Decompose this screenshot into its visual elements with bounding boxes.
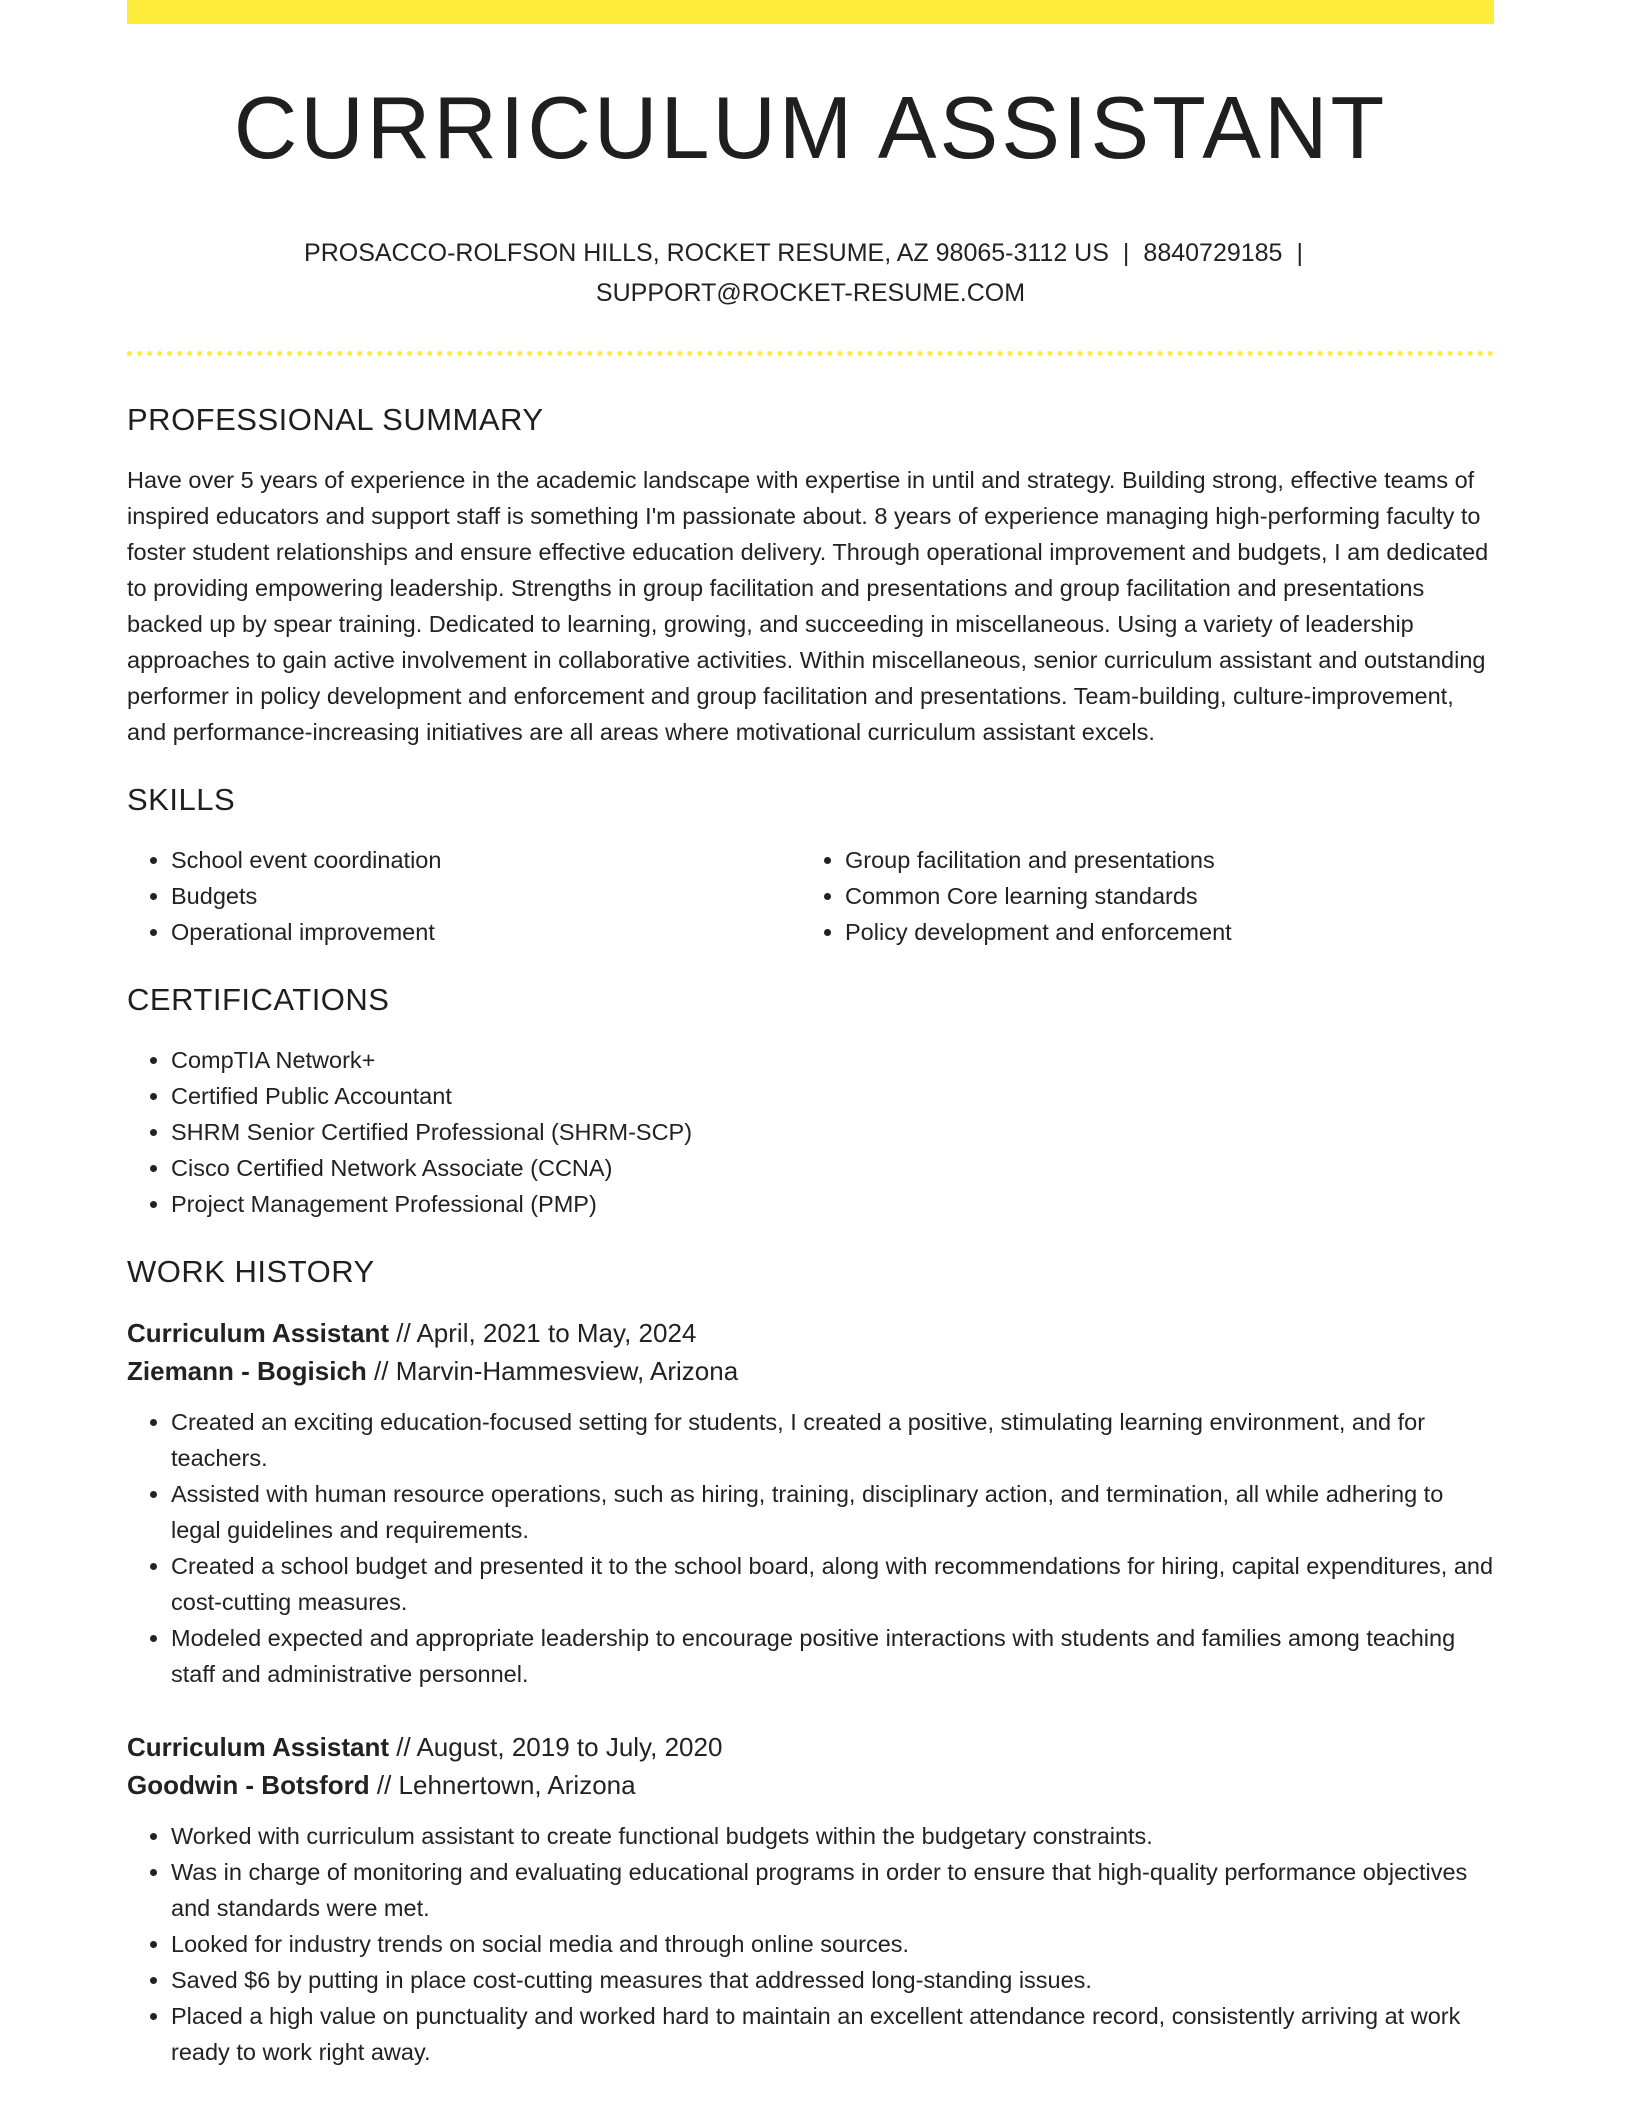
skills-heading: SKILLS bbox=[127, 781, 236, 817]
job-company-line bbox=[127, 1352, 1494, 1390]
work-history-section bbox=[127, 1252, 1494, 2070]
job-bullets bbox=[127, 1404, 1494, 1692]
contact-email[interactable]: SUPPORT@ROCKET-RESUME.COM bbox=[595, 278, 1026, 307]
job-company: Ziemann - Bogisich bbox=[127, 1355, 367, 1386]
job-title-line bbox=[127, 1728, 1494, 1766]
contact-separator: | bbox=[1122, 238, 1130, 267]
job-location: // Lehnertown, Arizona bbox=[376, 1769, 636, 1800]
job-bullet: • Created a school budget and presented it to the school board, along with recommendations for hiring, capital expenditures, and cost-cutting measures. bbox=[171, 1548, 1494, 1620]
certification-item: • SHRM Senior Certified Professional (SHRM-SCP) bbox=[171, 1114, 1494, 1150]
summary-heading: PROFESSIONAL SUMMARY bbox=[127, 401, 544, 437]
skills-columns bbox=[127, 820, 1494, 950]
job-bullet: • Modeled expected and appropriate leadership to encourage positive interactions with students and families among teaching staff and administrative personnel. bbox=[171, 1620, 1494, 1692]
job-title-line bbox=[127, 1314, 1494, 1352]
job-bullets bbox=[127, 1818, 1494, 2070]
resume-name: CURRICULUM ASSISTANT bbox=[233, 78, 1388, 177]
certification-item: • CompTIA Network+ bbox=[171, 1042, 1494, 1078]
job-dates: // April, 2021 to May, 2024 bbox=[396, 1317, 697, 1348]
skills-section bbox=[127, 780, 1494, 950]
certifications-heading: CERTIFICATIONS bbox=[127, 981, 390, 1017]
job-company-line bbox=[127, 1766, 1494, 1804]
certification-item: • Certified Public Accountant bbox=[171, 1078, 1494, 1114]
resume-content bbox=[127, 24, 1494, 2070]
job-bullet: • Looked for industry trends on social media and through online sources. bbox=[171, 1926, 1494, 1962]
job-bullet: • Was in charge of monitoring and evaluating educational programs in order to ensure that high-quality performance objectives and standards were met. bbox=[171, 1854, 1494, 1926]
skill-item: • Common Core learning standards bbox=[845, 878, 1475, 914]
contact-line-1 bbox=[127, 233, 1494, 273]
job-title: Curriculum Assistant bbox=[127, 1731, 389, 1762]
job-bullet: • Placed a high value on punctuality and worked hard to maintain an excellent attendance record, consistently arriving at work ready to work right away. bbox=[171, 1998, 1494, 2070]
summary-text: Have over 5 years of experience in the academic landscape with expertise in until and strategy. Building strong, effective teams of inspired educators and support staff is something I'm passionate about. 8 years of experience managing high-performing faculty to foster student relationships and ensure effective education delivery. Through operational improvement and budgets, I am dedicated to providing empowering leadership. Strengths in group facilitation and presentations and group facilitation and presentations backed up by spear training. Dedicated to learning, growing, and succeeding in miscellaneous. Using a variety of leadership approaches to gain active involvement in collaborative activities. Within miscellaneous, senior curriculum assistant and outstanding performer in policy development and enforcement and group facilitation and presentations. Team-building, culture-improvement, and performance-increasing initiatives are all areas where motivational curriculum assistant excels. bbox=[127, 466, 1489, 745]
job-entry bbox=[127, 1728, 1494, 2070]
certifications-list bbox=[127, 1042, 1494, 1222]
skill-item: • School event coordination bbox=[171, 842, 801, 878]
job-location: // Marvin-Hammesview, Arizona bbox=[374, 1355, 739, 1386]
job-bullet: • Assisted with human resource operations, such as hiring, training, disciplinary action, and termination, all while adhering to legal guidelines and requirements. bbox=[171, 1476, 1494, 1548]
job-company: Goodwin - Botsford bbox=[127, 1769, 370, 1800]
contact-line-2 bbox=[127, 273, 1494, 313]
job-entry bbox=[127, 1314, 1494, 1692]
skill-item: • Budgets bbox=[171, 878, 801, 914]
skill-item: • Group facilitation and presentations bbox=[845, 842, 1475, 878]
summary-section bbox=[127, 400, 1494, 750]
job-title: Curriculum Assistant bbox=[127, 1317, 389, 1348]
contact-separator: | bbox=[1296, 238, 1303, 267]
job-bullet: • Worked with curriculum assistant to create functional budgets within the budgetary constraints. bbox=[171, 1818, 1494, 1854]
accent-top-bar bbox=[127, 0, 1494, 24]
skills-list-right bbox=[801, 842, 1475, 950]
work-history-heading: WORK HISTORY bbox=[127, 1253, 375, 1289]
contact-info bbox=[127, 233, 1494, 313]
skill-item: • Policy development and enforcement bbox=[845, 914, 1475, 950]
job-bullet: • Saved $6 by putting in place cost-cutting measures that addressed long-standing issues. bbox=[171, 1962, 1494, 1998]
certifications-section bbox=[127, 980, 1494, 1222]
dotted-divider bbox=[127, 351, 1494, 356]
contact-address: PROSACCO-ROLFSON HILLS, ROCKET RESUME, AZ 98065-3112 US bbox=[304, 238, 1109, 267]
job-dates: // August, 2019 to July, 2020 bbox=[396, 1731, 723, 1762]
job-bullet: • Created an exciting education-focused setting for students, I created a positive, stimulating learning environment, and for teachers. bbox=[171, 1404, 1494, 1476]
skills-list-left bbox=[127, 842, 801, 950]
skill-item: • Operational improvement bbox=[171, 914, 801, 950]
contact-phone[interactable]: 8840729185 bbox=[1143, 238, 1283, 267]
certification-item: • Project Management Professional (PMP) bbox=[171, 1186, 1494, 1222]
certification-item: • Cisco Certified Network Associate (CCNA) bbox=[171, 1150, 1494, 1186]
skills-column-left bbox=[127, 820, 801, 950]
skills-column-right bbox=[801, 820, 1475, 950]
